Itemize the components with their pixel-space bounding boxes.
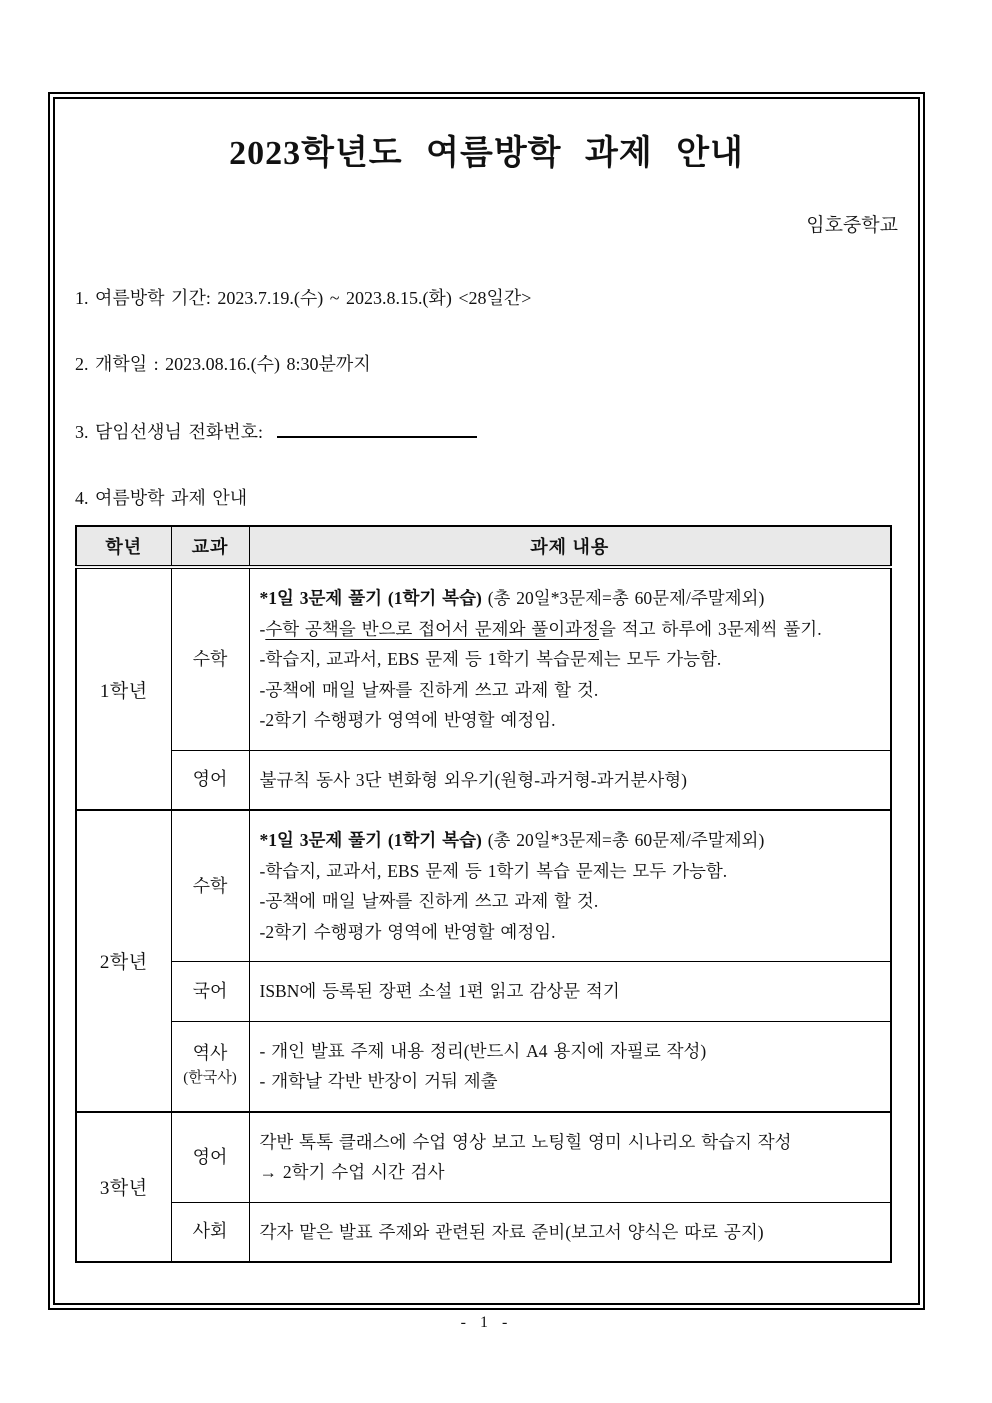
content-cell xyxy=(249,810,891,962)
table-row xyxy=(76,1112,891,1203)
table-row xyxy=(76,1021,891,1112)
content-line: -학습지, 교과서, EBS 문제 등 1학기 복습 문제는 모두 가능함. xyxy=(259,860,728,881)
page-border xyxy=(48,92,925,1310)
page-title: 2023학년도 여름방학 과제 안내 xyxy=(229,135,744,172)
header-content: 과제 내용 xyxy=(249,526,891,567)
table-row xyxy=(76,750,891,810)
content-line: - 개학날 각반 반장이 거둬 제출 xyxy=(259,1071,498,1091)
assignment-table-header xyxy=(76,526,891,567)
page-number: - 1 - xyxy=(460,1314,513,1331)
subject-cell: 영어 xyxy=(171,750,249,810)
grade-cell: 1학년 xyxy=(76,567,171,810)
section-school-start: 2. 개학일 : 2023.08.16.(수) 8:30분까지 xyxy=(75,354,371,374)
subject-cell: 사회 xyxy=(171,1202,249,1262)
section-assignment-guide: 4. 여름방학 과제 안내 xyxy=(75,488,248,508)
grade-cell: 3학년 xyxy=(76,1112,171,1263)
content-line: - 개인 발표 주제 내용 정리(반드시 A4 용지에 자필로 작성) xyxy=(259,1040,707,1061)
content-line: 불규칙 동사 3단 변화형 외우기(원형-과거형-과거분사형) xyxy=(259,769,687,790)
content-line: *1일 3문제 풀기 (1학기 복습) (총 20일*3문제=총 60문제/주말제외) xyxy=(259,588,765,608)
content-line: -수학 공책을 반으로 접어서 문제와 풀이과정을 적고 하루에 3문제씩 풀기. xyxy=(259,618,822,639)
content-cell xyxy=(249,567,891,750)
content-cell xyxy=(249,1112,891,1203)
content-line: -2학기 수행평가 영역에 반영할 예정임. xyxy=(259,710,556,730)
content-line: 각자 맡은 발표 주제와 관련된 자료 준비(보고서 양식은 따로 공지) xyxy=(259,1221,764,1242)
content-line: ISBN에 등록된 장편 소설 1편 읽고 감상문 적기 xyxy=(259,981,620,1001)
header-row xyxy=(76,526,891,567)
content-line: -2학기 수행평가 영역에 반영할 예정임. xyxy=(259,921,556,942)
school-name: 임호중학교 xyxy=(806,215,898,236)
content-line: → 2학기 수업 시간 검사 xyxy=(259,1162,445,1182)
page-content xyxy=(53,97,920,1305)
content-line: -학습지, 교과서, EBS 문제 등 1학기 복습문제는 모두 가능함. xyxy=(259,649,722,669)
table-row xyxy=(76,810,891,962)
content-cell xyxy=(249,962,891,1022)
subject-cell: 수학 xyxy=(171,567,249,750)
subject-cell: 국어 xyxy=(171,962,249,1022)
content-cell xyxy=(249,1202,891,1262)
grade-cell: 2학년 xyxy=(76,810,171,1112)
content-line: 각반 톡톡 클래스에 수업 영상 보고 노팅힐 영미 시나리오 학습지 작성 xyxy=(259,1131,792,1152)
content-cell xyxy=(249,1021,891,1112)
section-vacation-period: 1. 여름방학 기간: 2023.7.19.(수) ~ 2023.8.15.(화) <28일간> xyxy=(75,288,532,308)
teacher-phone-label: 3. 담임선생님 전화번호: xyxy=(75,422,263,442)
subject-cell: 영어 xyxy=(171,1112,249,1203)
content-cell xyxy=(249,750,891,810)
subject-cell: 역사 (한국사) xyxy=(171,1021,249,1112)
header-subject: 교과 xyxy=(171,526,249,567)
content-line: -공책에 매일 날짜를 진하게 쓰고 과제 할 것. xyxy=(259,891,599,911)
content-line: *1일 3문제 풀기 (1학기 복습) (총 20일*3문제=총 60문제/주말제외) xyxy=(259,830,765,850)
table-row xyxy=(76,567,891,750)
header-grade: 학년 xyxy=(76,526,171,567)
table-row xyxy=(76,1202,891,1262)
phone-blank-field xyxy=(277,435,477,438)
subject-cell: 수학 xyxy=(171,810,249,962)
content-line: -공책에 매일 날짜를 진하게 쓰고 과제 할 것. xyxy=(259,679,599,700)
section-teacher-phone xyxy=(75,421,898,443)
assignment-table-body xyxy=(76,567,891,1262)
table-row xyxy=(76,962,891,1022)
assignment-table xyxy=(75,525,892,1263)
